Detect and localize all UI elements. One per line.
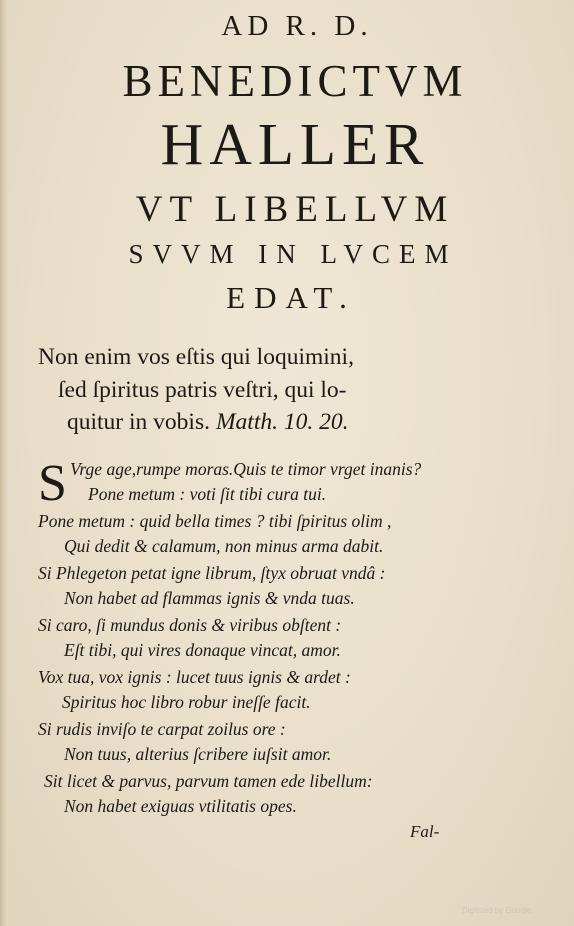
- poem-line: Vox tua, vox ignis : lucet tuus ignis & ardet :: [38, 667, 351, 687]
- poem-line: Si Phlegeton petat igne librum, ſtyx obruat vndâ :: [38, 563, 386, 583]
- poem-line: Non habet exiguas vtilitatis opes.: [64, 796, 297, 816]
- poem-line: Spiritus hoc libro robur ineſſe facit.: [62, 692, 311, 712]
- catchword: Fal-: [410, 822, 440, 841]
- poem-line: Pone metum : quid bella times ? tibi ſpiritus olim ,: [38, 511, 392, 531]
- title-line-1: AD R. D.: [221, 10, 373, 42]
- motto-line-3: [67, 409, 348, 436]
- title-line-4: VT LIBELLVM: [135, 189, 455, 230]
- poem-line: Si caro, ſi mundus donis & viribus obſtent :: [38, 615, 342, 635]
- motto-line-2: ſed ſpiritus patris veſtri, qui lo-: [58, 377, 347, 403]
- poem-line: Eſt tibi, qui vires donaque vincat, amor.: [64, 640, 341, 660]
- poem-line: Sit licet & parvus, parvum tamen ede libellum:: [44, 771, 373, 791]
- scripture-reference: Matth. 10. 20.: [215, 409, 349, 435]
- title-line-3: HALLER: [160, 111, 430, 177]
- title-line-5: SVVM IN LVCEM: [128, 239, 458, 269]
- motto-line-3-text: quitur in vobis.: [67, 409, 210, 435]
- poem-line: Non tuus, alterius ſcribere iuſsit amor.: [64, 744, 332, 764]
- title-line-2: BENEDICTVM: [122, 56, 468, 106]
- poem-line: Pone metum : voti ſit tibi cura tui.: [88, 484, 327, 504]
- poem-line: Vrge age,rumpe moras.Quis te timor vrget inanis?: [70, 459, 422, 479]
- poem-line: Qui dedit & calamum, non minus arma dabit.: [64, 536, 384, 556]
- poem-line: Si rudis inviſo te carpat zoilus ore :: [38, 719, 286, 739]
- title-line-6: EDAT.: [226, 280, 356, 315]
- poem-line: Non habet ad flammas ignis & vnda tuas.: [64, 588, 355, 608]
- watermark: Digitized by Google: [462, 906, 532, 915]
- motto-line-1: Non enim vos eſtis qui loquimini,: [38, 344, 354, 370]
- drop-cap: S: [38, 455, 67, 512]
